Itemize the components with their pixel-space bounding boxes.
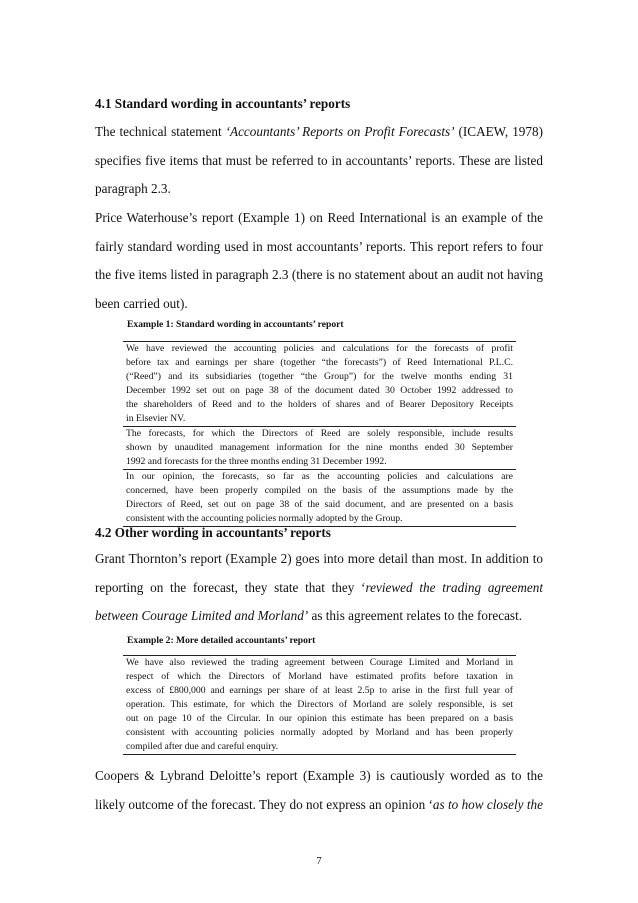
- example-1-title: Example 1: Standard wording in accountants’ report: [127, 319, 344, 330]
- example-line: the shareholders of Reed and to the holders of shares and of Bearer Depository Receipts: [126, 399, 513, 410]
- example-line: excess of £800,000 and earnings per share of at least 2.5p to arise in the first full year of: [126, 685, 513, 696]
- page-number: 7: [316, 855, 322, 867]
- example-2-box: [123, 655, 516, 755]
- paragraph-line: Grant Thornton’s report (Example 2) goes into more detail than most. In addition to: [95, 551, 543, 566]
- example-line: (“Reed”) and its subsidiaries (together “the Group”) for the twelve months ending 31: [126, 371, 513, 382]
- example-line: shown by unaudited management information for the nine months ended 30 September: [126, 442, 513, 453]
- paragraph-line: Coopers & Lybrand Deloitte’s report (Example 3) is cautiously worded as to the: [95, 768, 543, 783]
- section-heading-4-2: 4.2 Other wording in accountants’ reports: [95, 525, 331, 540]
- example-line: before tax and earnings per share (together “the forecasts”) of Reed International P.L.C.: [126, 357, 513, 368]
- paragraph-line: between Courage Limited and Morland’ as this agreement relates to the forecast.: [95, 608, 523, 623]
- example-line: operation. This estimate, for which the Directors of Morland are solely responsible, is set: [126, 699, 513, 710]
- example-line: concerned, have been properly compiled on the basis of the assumptions made by the: [126, 485, 513, 496]
- paragraph-price-waterhouse: [95, 204, 543, 318]
- example-line: in Elsevier NV.: [126, 413, 186, 424]
- example-line: out on page 10 of the Circular. In our opinion this estimate has been prepared on a basis: [126, 713, 513, 724]
- example-line: Directors of Reed, set out on page 38 of the said document, and are presented on a basis: [126, 499, 513, 510]
- section-heading-4-1: 4.1 Standard wording in accountants’ reports: [95, 96, 351, 111]
- paragraph-line: The technical statement ‘Accountants’ Reports on Profit Forecasts’ (ICAEW, 1978): [95, 124, 543, 139]
- example-line: compiled after due and careful enquiry.: [126, 741, 279, 752]
- example-1-box: [123, 341, 516, 527]
- paragraph-line: reporting on the forecast, they state that they ‘reviewed the trading agreement: [95, 579, 543, 595]
- example-line: consistent with accounting policies normally adopted by Morland and has been properly: [126, 727, 513, 738]
- paragraph-line: been carried out).: [95, 295, 188, 311]
- paragraph-line: the five items listed in paragraph 2.3 (there is no statement about an audit not having: [95, 267, 543, 282]
- paragraph-line: paragraph 2.3.: [95, 181, 171, 196]
- example-line: respect of which the Directors of Morland have estimated profits before taxation in: [126, 671, 513, 682]
- example-line: In our opinion, the forecasts, so far as the accounting policies and calculations are: [123, 469, 516, 484]
- paragraph-grant-thornton: [95, 545, 543, 631]
- example-line: consistent with the accounting policies normally adopted by the Group.: [126, 513, 403, 524]
- example-2-title: Example 2: More detailed accountants’ report: [127, 635, 316, 646]
- example-line: The forecasts, for which the Directors of Reed are solely responsible, include results: [123, 426, 516, 441]
- example-line: December 1992 set out on page 38 of the document dated 30 October 1992 addressed to: [126, 385, 513, 396]
- paragraph-line: Price Waterhouse’s report (Example 1) on Reed International is an example of the: [95, 210, 543, 225]
- example-line: We have reviewed the accounting policies and calculations for the forecasts of profit: [126, 343, 513, 354]
- paragraph-line: likely outcome of the forecast. They do not express an opinion ‘as to how closely the: [95, 796, 543, 812]
- paragraph-technical-statement: [95, 118, 543, 204]
- example-line: We have also reviewed the trading agreement between Courage Limited and Morland in: [126, 657, 513, 668]
- paragraph-coopers-lybrand: [95, 762, 543, 819]
- paragraph-line: fairly standard wording used in most accountants’ reports. This report refers to four: [95, 238, 543, 254]
- example-line: 1992 and forecasts for the three months ending 31 December 1992.: [126, 456, 387, 467]
- paragraph-line: specifies five items that must be referred to in accountants’ reports. These are listed: [95, 152, 543, 168]
